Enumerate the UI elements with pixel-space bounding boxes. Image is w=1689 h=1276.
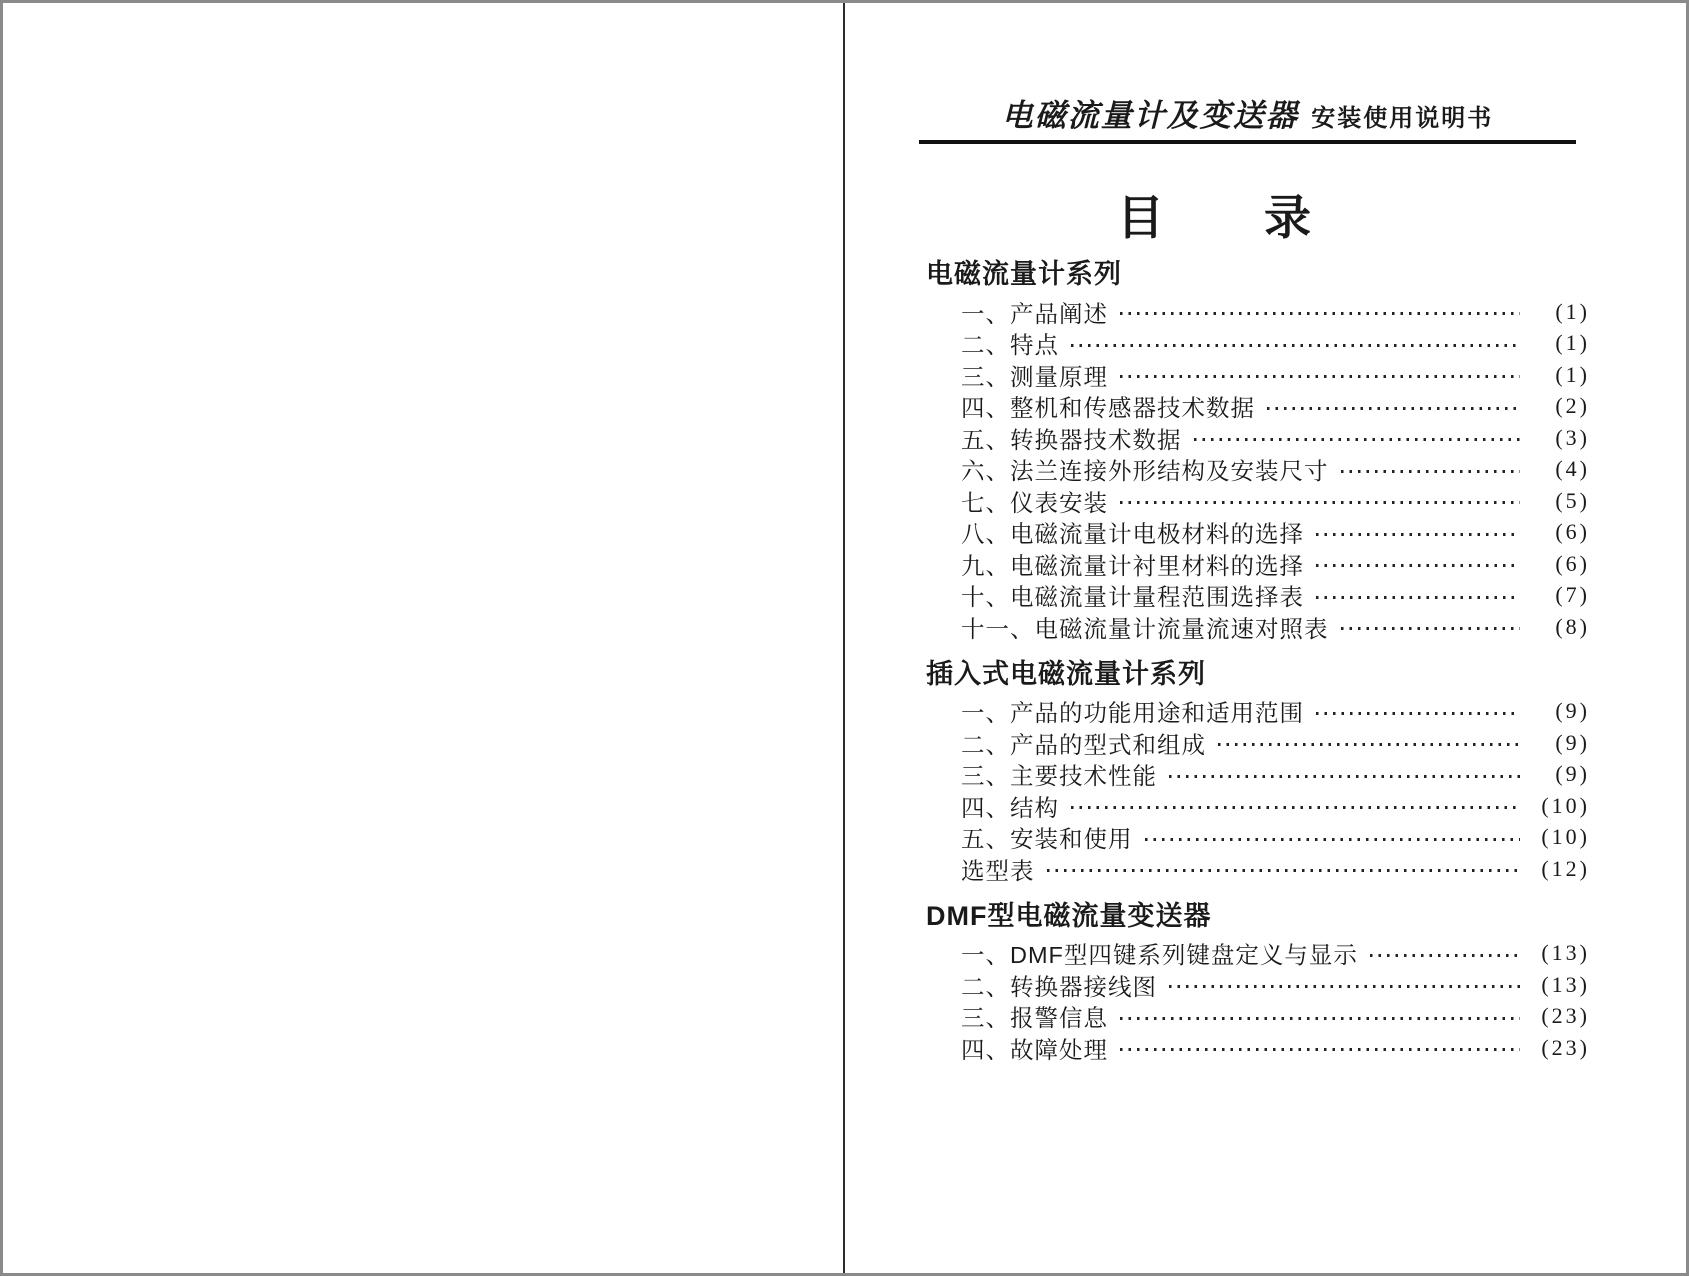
toc-item-label: 选型表 xyxy=(961,857,1035,884)
toc-row xyxy=(961,759,1590,791)
toc-row xyxy=(961,1032,1590,1064)
toc-item-label: 七、仪表安装 xyxy=(961,489,1108,516)
toc-item-page: (9) xyxy=(1555,729,1590,755)
toc-row xyxy=(961,328,1590,360)
dotted-leader xyxy=(1316,533,1520,536)
toc-row xyxy=(961,1001,1590,1033)
toc-item-page: (1) xyxy=(1555,361,1590,387)
toc-list-section-2 xyxy=(845,696,1689,885)
blank-left-page xyxy=(0,0,843,1276)
scan-border-left xyxy=(0,0,3,1276)
toc-item-label: 十一、电磁流量计流量流速对照表 xyxy=(961,615,1329,642)
toc-item-label: 二、产品的型式和组成 xyxy=(961,731,1206,758)
toc-item-page: (2) xyxy=(1555,393,1590,419)
toc-title: 目 录 xyxy=(1117,191,1313,244)
toc-row xyxy=(961,969,1590,1001)
toc-item-page: (5) xyxy=(1555,487,1590,513)
toc-item-page: (3) xyxy=(1555,424,1590,450)
section-heading-insertion-series: 插入式电磁流量计系列 xyxy=(926,658,1206,689)
toc-item-label: 二、转换器接线图 xyxy=(961,973,1157,1000)
dotted-leader xyxy=(1316,712,1520,715)
dotted-leader xyxy=(1267,407,1520,410)
dotted-leader xyxy=(1047,869,1521,872)
toc-row xyxy=(961,696,1590,728)
toc-row xyxy=(961,422,1590,454)
section-heading-dmf-transmitter: DMF型电磁流量变送器 xyxy=(926,900,1212,931)
toc-item-page: (6) xyxy=(1555,550,1590,576)
toc-row xyxy=(961,580,1590,612)
toc-item-page: (1) xyxy=(1555,330,1590,356)
toc-item-label: 九、电磁流量计衬里材料的选择 xyxy=(961,552,1304,579)
header-title-main: 电磁流量计及变送器 xyxy=(1001,98,1299,133)
dotted-leader xyxy=(1316,596,1520,599)
toc-item-label: 五、转换器技术数据 xyxy=(961,426,1182,453)
toc-row xyxy=(961,790,1590,822)
toc-row xyxy=(961,517,1590,549)
toc-row xyxy=(961,296,1590,328)
toc-item-label: 六、法兰连接外形结构及安装尺寸 xyxy=(961,458,1329,485)
dotted-leader xyxy=(1169,985,1520,988)
toc-item-label: 四、故障处理 xyxy=(961,1036,1108,1063)
toc-item-page: (7) xyxy=(1555,582,1590,608)
toc-item-page: (10) xyxy=(1541,792,1590,818)
section-heading-flowmeter-series: 电磁流量计系列 xyxy=(926,259,1122,289)
toc-item-page: (1) xyxy=(1555,298,1590,324)
dotted-leader xyxy=(1120,375,1520,378)
dotted-leader xyxy=(1341,627,1521,630)
toc-item-label: 五、安装和使用 xyxy=(961,826,1133,853)
dotted-leader xyxy=(1145,838,1521,841)
toc-item-label: 三、测量原理 xyxy=(961,363,1108,390)
dotted-leader xyxy=(1370,954,1520,957)
dotted-leader xyxy=(1120,1017,1520,1020)
toc-row xyxy=(961,485,1590,517)
toc-item-page: (13) xyxy=(1541,971,1590,997)
dotted-leader xyxy=(1120,312,1520,315)
toc-item-label: 十、电磁流量计量程范围选择表 xyxy=(961,584,1304,611)
toc-item-label: 一、产品的功能用途和适用范围 xyxy=(961,700,1304,727)
toc-item-label: 四、整机和传感器技术数据 xyxy=(961,395,1255,422)
dotted-leader xyxy=(1071,344,1520,347)
dotted-leader xyxy=(1341,470,1521,473)
dotted-leader xyxy=(1120,501,1520,504)
toc-item-page: (12) xyxy=(1541,855,1590,881)
toc-item-page: (9) xyxy=(1555,761,1590,787)
header-rule xyxy=(919,140,1576,144)
dotted-leader xyxy=(1120,1048,1520,1051)
toc-page xyxy=(845,0,1689,1276)
toc-row xyxy=(961,938,1590,970)
dotted-leader xyxy=(1194,438,1521,441)
header-title-sub: 安装使用说明书 xyxy=(1311,105,1494,132)
toc-item-label: 八、电磁流量计电极材料的选择 xyxy=(961,521,1304,548)
scan-border-top xyxy=(0,0,1689,3)
dotted-leader xyxy=(1218,743,1520,746)
dotted-leader xyxy=(1169,775,1520,778)
toc-list-section-3 xyxy=(845,938,1689,1064)
toc-item-page: (4) xyxy=(1555,456,1590,482)
toc-item-label: 四、结构 xyxy=(961,794,1059,821)
toc-item-label: 一、产品阐述 xyxy=(961,300,1108,327)
dotted-leader xyxy=(1316,564,1520,567)
toc-item-page: (10) xyxy=(1541,824,1590,850)
toc-item-page: (6) xyxy=(1555,519,1590,545)
toc-row xyxy=(961,822,1590,854)
toc-item-label: 一、DMF型四键系列键盘定义与显示 xyxy=(961,942,1358,969)
toc-item-label: 三、报警信息 xyxy=(961,1005,1108,1032)
toc-item-page: (8) xyxy=(1555,613,1590,639)
toc-row xyxy=(961,727,1590,759)
toc-item-page: (9) xyxy=(1555,698,1590,724)
toc-item-page: (13) xyxy=(1541,940,1590,966)
toc-row xyxy=(961,611,1590,643)
toc-item-page: (23) xyxy=(1541,1034,1590,1060)
toc-row xyxy=(961,548,1590,580)
toc-row xyxy=(961,454,1590,486)
toc-item-label: 三、主要技术性能 xyxy=(961,763,1157,790)
toc-list-section-1 xyxy=(845,296,1689,643)
dotted-leader xyxy=(1071,806,1520,809)
toc-row xyxy=(961,359,1590,391)
toc-row xyxy=(961,391,1590,423)
toc-item-label: 二、特点 xyxy=(961,332,1059,359)
toc-row xyxy=(961,853,1590,885)
page-header xyxy=(919,90,1576,135)
toc-item-page: (23) xyxy=(1541,1003,1590,1029)
